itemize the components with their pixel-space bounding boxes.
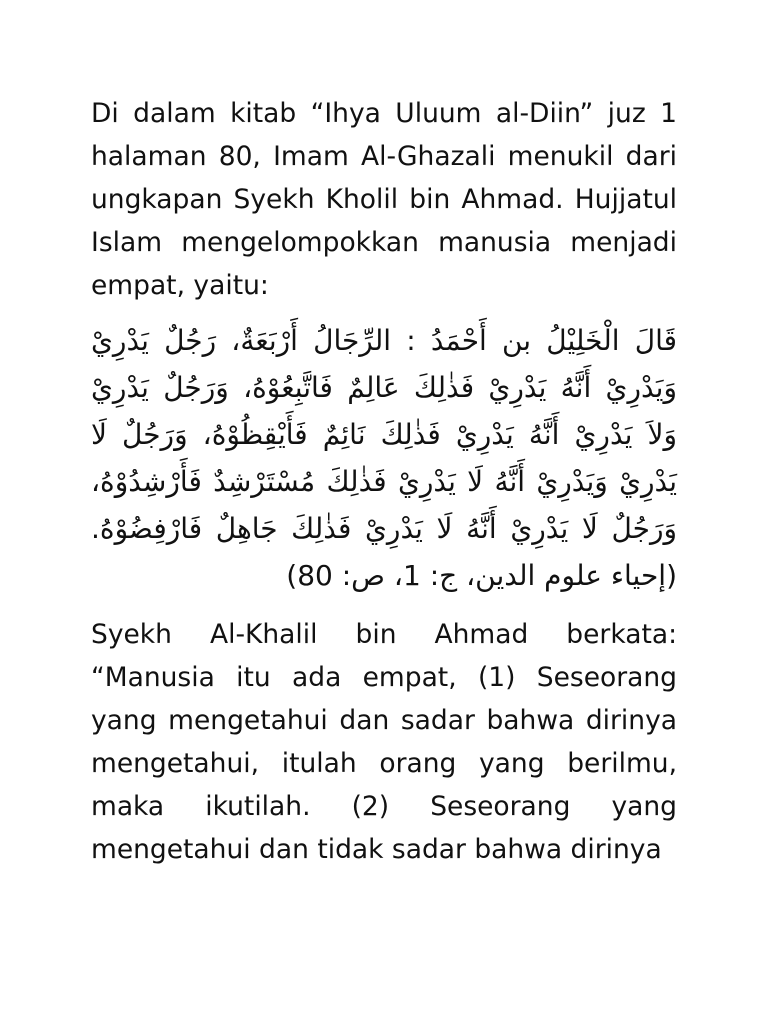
document-page bbox=[91, 92, 677, 871]
arabic-quote: قَالَ الْخَلِيْلُ بن أَحْمَدُ : الرِّجَالُ أَرْبَعَةٌ، رَجُلٌ يَدْرِيْ وَيَدْرِيْ أَنَّهُ يَدْرِيْ فَذٰلِكَ عَالِمٌ فَاتَّبِعُوْهُ، وَرَجُلٌ يَدْرِيْ وَلاَ يَدْرِيْ أَنَّهُ يَدْرِيْ فَذٰلِكَ نَائِمٌ فَأَيْقِظُوْهُ، وَرَجُلٌ لَا يَدْرِيْ وَيَدْرِيْ أَنَّهُ لَا يَدْرِيْ فَذٰلِكَ مُسْتَرْشِدٌ فَأَرْشِدُوْهُ، وَرَجُلٌ لَا يَدْرِيْ أَنَّهُ لَا يَدْرِيْ فَذٰلِكَ جَاهِلٌ فَارْفِضُوْهُ. (إحياء علوم الدين، ج: 1، ص: 80) bbox=[91, 324, 677, 592]
translation-paragraph: Syekh Al-Khalil bin Ahmad berkata: “Manusia itu ada empat, (1) Seseorang yang mengetahui dan sadar bahwa dirinya mengetahui, itulah orang yang berilmu, maka ikutilah. (2) Seseorang yang mengetahui dan tidak sadar bahwa dirinya bbox=[91, 619, 677, 865]
intro-paragraph: Di dalam kitab “Ihya Uluum al-Diin” juz 1 halaman 80, Imam Al-Ghazali menukil dari ungkapan Syekh Kholil bin Ahmad. Hujjatul Islam mengelompokkan manusia menjadi empat, yaitu: bbox=[91, 98, 677, 301]
